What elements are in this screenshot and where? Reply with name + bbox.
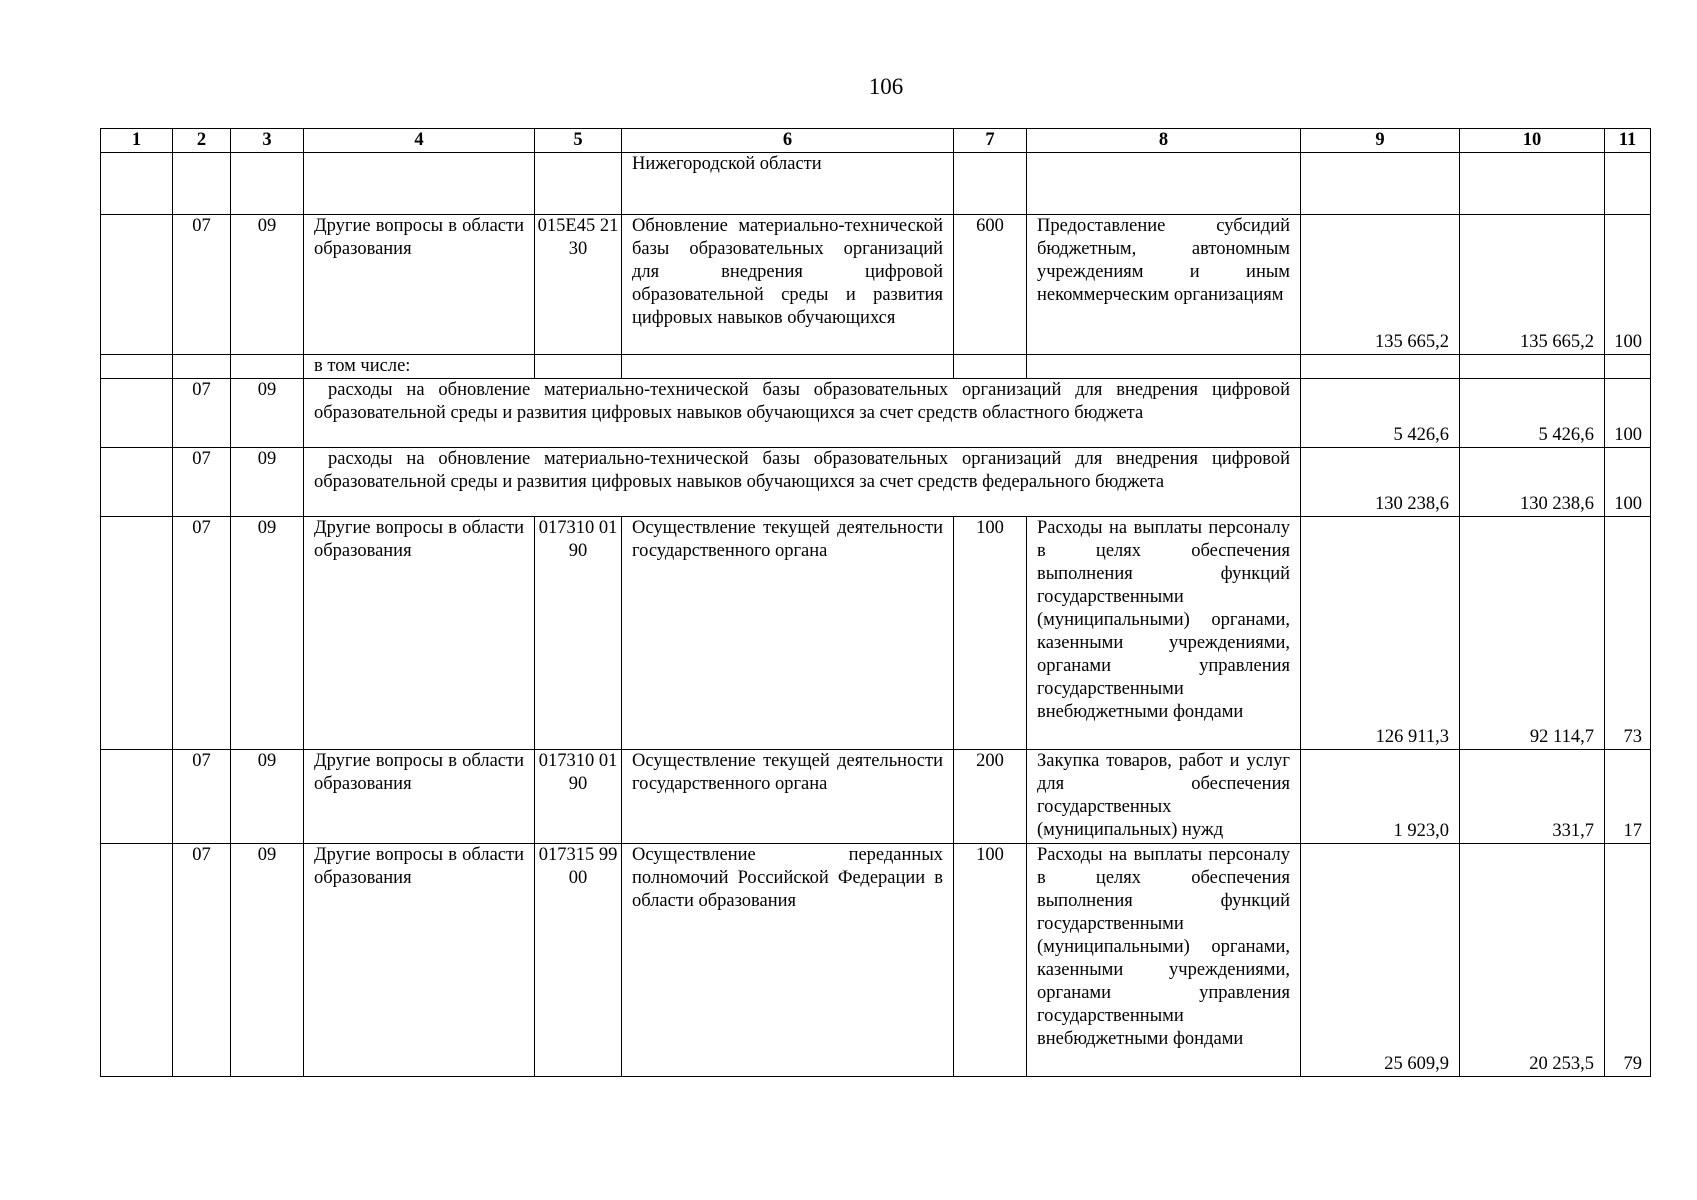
table-row — [101, 844, 1651, 1077]
header-cell: 9 — [1301, 129, 1460, 153]
description-cell: Осуществление текущей деятельности государственного органа — [622, 750, 954, 844]
actual-cell: 135 665,2 — [1460, 215, 1605, 355]
expense-type-cell: 200 — [954, 750, 1027, 844]
table-row — [101, 517, 1651, 750]
plan-cell: 130 238,6 — [1301, 448, 1460, 517]
header-cell: 8 — [1027, 129, 1301, 153]
continuation-row — [101, 153, 1651, 215]
plan-cell: 1 923,0 — [1301, 750, 1460, 844]
continuation-text: Нижегородской области — [622, 153, 954, 215]
subsection-cell: 09 — [231, 448, 304, 517]
actual-cell: 92 114,7 — [1460, 517, 1605, 750]
page-number: 106 — [868, 74, 904, 99]
subsection-cell: 09 — [231, 517, 304, 750]
header-cell: 1 — [101, 129, 173, 153]
table-row — [101, 750, 1651, 844]
expense-desc-cell: Расходы на выплаты персоналу в целях обеспечения выполнения функций государственными (муниципальными) органами, казенными учреждениями, органами управления государственными внебюджетными фондами — [1027, 844, 1301, 1077]
name-cell: Другие вопросы в области образования — [304, 215, 535, 355]
section-cell: 07 — [173, 844, 231, 1077]
header-cell: 5 — [535, 129, 622, 153]
header-cell: 7 — [954, 129, 1027, 153]
expense-desc-cell: Предоставление субсидий бюджетным, автономным учреждениям и иным некоммерческим организациям — [1027, 215, 1301, 355]
expense-desc-cell: Закупка товаров, работ и услуг для обеспечения государственных (муниципальных) нужд — [1027, 750, 1301, 844]
budget-table — [100, 128, 1651, 1077]
subheading-row — [101, 355, 1651, 379]
header-cell: 10 — [1460, 129, 1605, 153]
plan-cell: 5 426,6 — [1301, 379, 1460, 448]
section-cell: 07 — [173, 448, 231, 517]
description-cell: Обновление материально-технической базы образовательных организаций для внедрения цифровой образовательной среды и развития цифровых навыков обучающихся — [622, 215, 954, 355]
name-cell: Другие вопросы в области образования — [304, 750, 535, 844]
plan-cell: 126 911,3 — [1301, 517, 1460, 750]
subsection-cell: 09 — [231, 215, 304, 355]
percent-cell: 79 — [1605, 844, 1651, 1077]
plan-cell: 135 665,2 — [1301, 215, 1460, 355]
header-cell: 6 — [622, 129, 954, 153]
description-cell: Осуществление переданных полномочий Российской Федерации в области образования — [622, 844, 954, 1077]
expense-desc-cell: Расходы на выплаты персоналу в целях обеспечения выполнения функций государственными (муниципальными) органами, казенными учреждениями, органами управления государственными внебюджетными фондами — [1027, 517, 1301, 750]
header-row — [101, 129, 1651, 153]
subsection-cell: 09 — [231, 750, 304, 844]
header-cell: 2 — [173, 129, 231, 153]
subheading-text: в том числе: — [304, 355, 535, 379]
section-cell: 07 — [173, 379, 231, 448]
percent-cell: 100 — [1605, 215, 1651, 355]
name-cell: Другие вопросы в области образования — [304, 517, 535, 750]
expense-type-cell: 600 — [954, 215, 1027, 355]
section-cell: 07 — [173, 517, 231, 750]
code-cell: 017315 9900 — [535, 844, 622, 1077]
actual-cell: 130 238,6 — [1460, 448, 1605, 517]
actual-cell: 331,7 — [1460, 750, 1605, 844]
sub-row — [101, 448, 1651, 517]
percent-cell: 73 — [1605, 517, 1651, 750]
actual-cell: 20 253,5 — [1460, 844, 1605, 1077]
actual-cell: 5 426,6 — [1460, 379, 1605, 448]
sub-row-text: расходы на обновление материально-технической базы образовательных организаций для внедрения цифровой образовательной среды и развития цифровых навыков обучающихся за счет средств федерального бюджета — [304, 448, 1301, 517]
subsection-cell: 09 — [231, 379, 304, 448]
section-cell: 07 — [173, 750, 231, 844]
percent-cell: 100 — [1605, 379, 1651, 448]
sub-row-text: расходы на обновление материально-технической базы образовательных организаций для внедрения цифровой образовательной среды и развития цифровых навыков обучающихся за счет средств областного бюджета — [304, 379, 1301, 448]
header-cell: 4 — [304, 129, 535, 153]
code-cell: 017310 0190 — [535, 750, 622, 844]
subsection-cell: 09 — [231, 844, 304, 1077]
header-cell: 3 — [231, 129, 304, 153]
header-cell: 11 — [1605, 129, 1651, 153]
code-cell: 015E45 2130 — [535, 215, 622, 355]
table-row — [101, 215, 1651, 355]
expense-type-cell: 100 — [954, 844, 1027, 1077]
percent-cell: 17 — [1605, 750, 1651, 844]
sub-row — [101, 379, 1651, 448]
code-cell: 017310 0190 — [535, 517, 622, 750]
percent-cell: 100 — [1605, 448, 1651, 517]
expense-type-cell: 100 — [954, 517, 1027, 750]
description-cell: Осуществление текущей деятельности государственного органа — [622, 517, 954, 750]
name-cell: Другие вопросы в области образования — [304, 844, 535, 1077]
section-cell: 07 — [173, 215, 231, 355]
plan-cell: 25 609,9 — [1301, 844, 1460, 1077]
